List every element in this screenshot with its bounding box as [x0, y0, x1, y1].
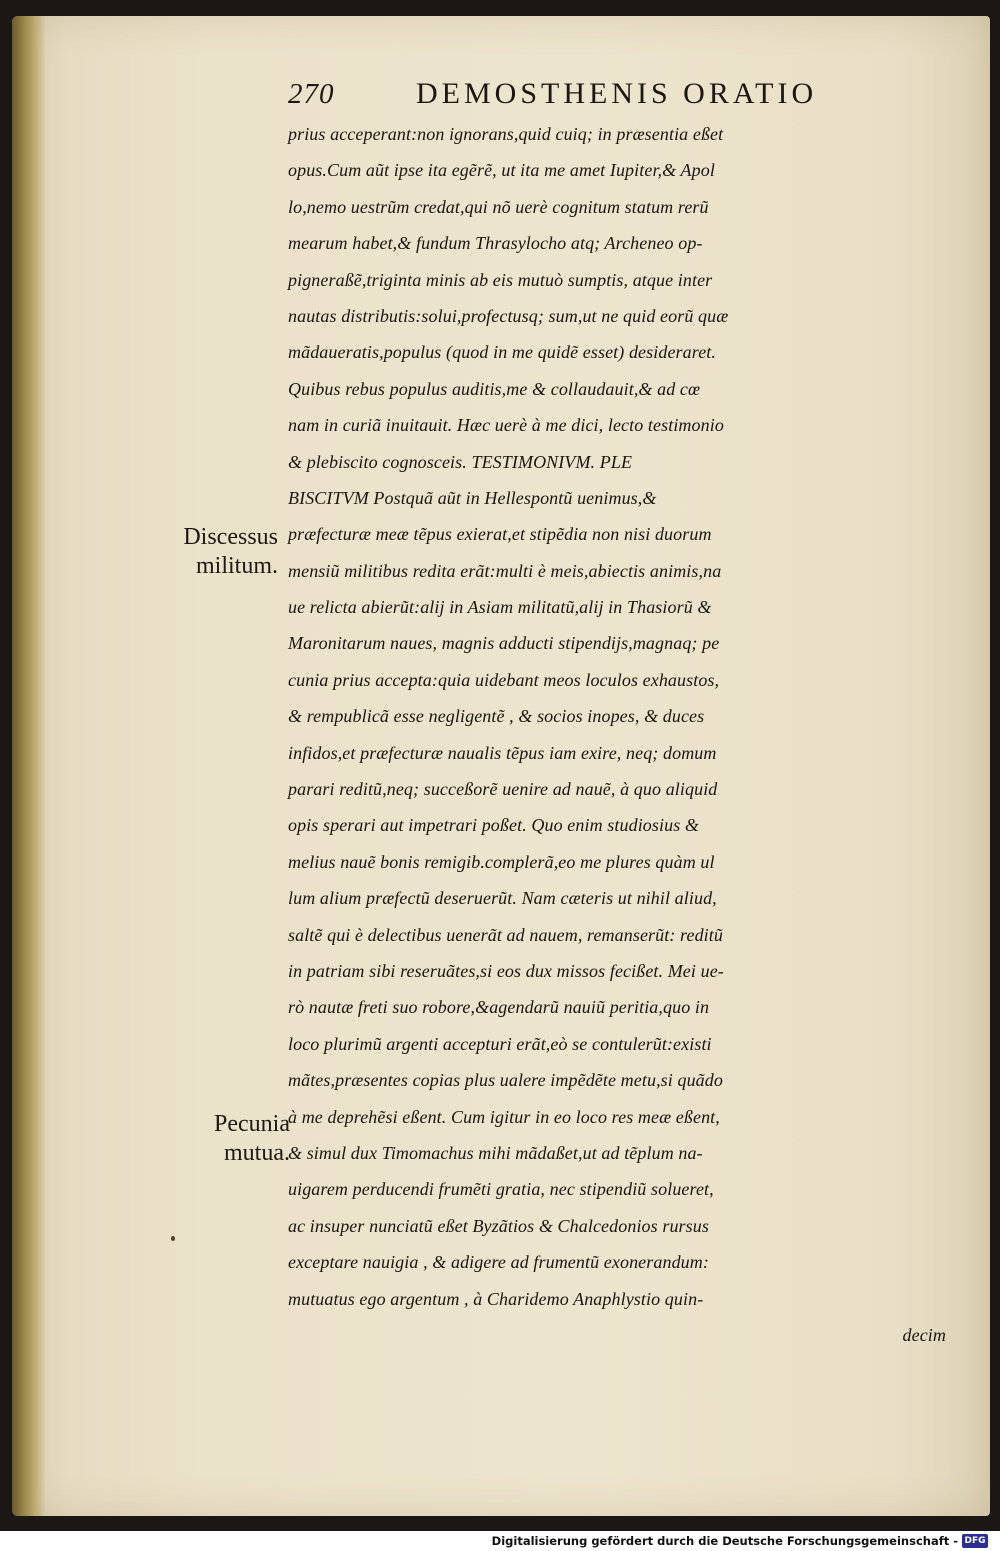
dfg-logo: DFG — [962, 1534, 988, 1548]
page-gutter-edge — [12, 16, 46, 1516]
text-line: parari reditũ,neq; succeßorẽ uenire ad nauẽ, à quo aliquid — [288, 779, 718, 800]
text-line: nam in curiã inuitauit. Hæc uerè à me dici, lecto testimonio — [288, 415, 724, 436]
text-line: præfecturæ meæ tẽpus exierat,et stipẽdia non nisi duorum — [288, 524, 712, 545]
main-text-block — [288, 116, 958, 1353]
text-line: cunia prius accepta:quia uidebant meos loculos exhaustos, — [288, 669, 720, 690]
text-line: exceptare nauigia , & adigere ad frumentũ exonerandum: — [288, 1252, 709, 1273]
funding-credit: Digitalisierung gefördert durch die Deutsche Forschungsgemeinschaft - — [491, 1534, 958, 1548]
text-line: & simul dux Timomachus mihi mãdaßet,ut ad tẽplum na- — [288, 1142, 703, 1163]
text-line: & rempublicã esse negligentẽ , & socios inopes, & duces — [288, 706, 705, 727]
text-line: mutuatus ego argentum , à Charidemo Anaphlystio quin- — [288, 1288, 704, 1309]
text-line: Maronitarum naues, magnis adducti stipendijs,magnaq; pe — [288, 633, 720, 654]
catchword: decim — [902, 1324, 946, 1345]
text-line: rò nautæ freti suo robore,&agendarũ nauiũ peritia,quo in — [288, 997, 710, 1018]
marginal-note-line: Pecunia — [214, 1111, 290, 1137]
marginal-note-discessus — [150, 523, 278, 581]
page-header — [288, 78, 888, 114]
marginal-note-line: militum. — [195, 553, 278, 579]
running-title: DEMOSTHENIS ORATIO — [416, 77, 818, 110]
text-line: mearum habet,& fundum Thrasylocho atq; Archeneo op- — [288, 233, 703, 254]
text-line: lo,nemo uestrũm credat,qui nõ uerè cognitum statum rerũ — [288, 196, 709, 217]
marginal-note-line: mutua. — [224, 1140, 290, 1166]
text-line: nautas distributis:solui,profectusq; sum,ut ne quid eorũ quæ — [288, 305, 729, 326]
text-line: BISCITVM Postquã aũt in Hellespontũ uenimus,& — [288, 487, 657, 508]
text-line: mãtes,præsentes copias plus ualere impẽdẽte metu,si quãdo — [288, 1070, 723, 1091]
page-number: 270 — [288, 78, 335, 110]
text-line: saltẽ qui è delectibus uenerãt ad nauem, remanserũt: reditũ — [288, 924, 723, 945]
text-line: opus.Cum aũt ipse ita egẽrẽ, ut ita me amet Iupiter,& Apol — [288, 160, 715, 181]
marginal-note-pecunia — [150, 1110, 290, 1168]
text-line: melius nauẽ bonis remigib.complerã,eo me plures quàm ul — [288, 851, 715, 872]
text-line: mensiũ militibus redita erãt:multi è meis,abiectis animis,na — [288, 560, 722, 581]
text-line: & plebiscito cognosceis. TESTIMONIVM. PLE — [288, 451, 633, 472]
text-line: infidos,et præfecturæ naualis tẽpus iam exire, neq; domum — [288, 742, 717, 763]
text-line: uigarem perducendi frumẽti gratia, nec stipendiũ solueret, — [288, 1179, 714, 1200]
text-line: in patriam sibi reseruãtes,si eos dux missos fecißet. Mei ue- — [288, 960, 724, 981]
text-line: loco plurimũ argenti accepturi erãt,eò se contulerũt:existi — [288, 1033, 712, 1054]
text-line: à me deprehẽsi eßent. Cum igitur in eo loco res meæ eßent, — [288, 1106, 720, 1127]
text-line: ue relicta abierũt:alij in Asiam militatũ,alij in Thasiorũ & — [288, 597, 712, 618]
text-line: ac insuper nunciatũ eßet Byzãtios & Chalcedonios rursus — [288, 1215, 709, 1236]
marginal-note-line: Discessus — [183, 524, 278, 550]
text-line: opis sperari aut impetrari poßet. Quo enim studiosius & — [288, 815, 700, 836]
paper-speck — [171, 1236, 175, 1241]
text-line: mãdaueratis,populus (quod in me quidẽ esset) desideraret. — [288, 342, 716, 363]
text-line: lum alium præfectũ deseruerũt. Nam cæteris ut nihil aliud, — [288, 888, 717, 909]
text-line: Quibus rebus populus auditis,me & collaudauit,& ad cœ — [288, 378, 701, 399]
text-line: pigneraßẽ,triginta minis ab eis mutuò sumptis, atque inter — [288, 269, 713, 290]
text-line: prius acceperant:non ignorans,quid cuiq; in præsentia eßet — [288, 124, 724, 144]
